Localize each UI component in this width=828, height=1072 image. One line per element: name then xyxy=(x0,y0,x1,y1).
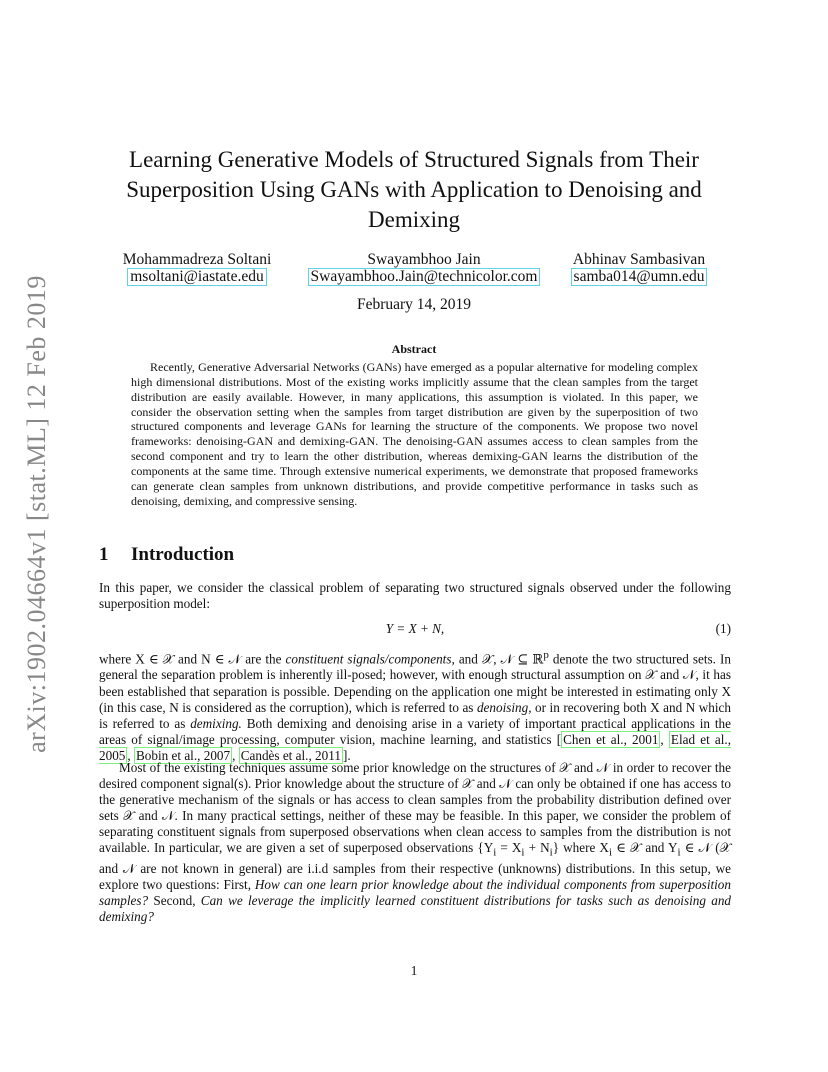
author-name: Mohammadreza Soltani xyxy=(122,251,272,268)
section-heading xyxy=(99,544,234,566)
author-email-link[interactable]: Swayambhoo.Jain@technicolor.com xyxy=(308,268,541,286)
citation-link[interactable]: Elad et al., 2005 xyxy=(99,731,731,763)
intro-paragraph-1: In this paper, we consider the classical problem of separating two structured signals observed under the following superposition model: xyxy=(99,580,731,612)
abstract-heading: Abstract xyxy=(391,342,437,356)
equation-number: (1) xyxy=(715,621,731,636)
section-number: 1 xyxy=(99,544,109,565)
author-block xyxy=(560,251,718,286)
author-name: Swayambhoo Jain xyxy=(367,251,481,268)
equation-body: Y = X + N, xyxy=(385,621,445,636)
paper-date: February 14, 2019 xyxy=(356,296,472,313)
author-block xyxy=(112,251,282,286)
arxiv-identifier-stamp: arXiv:1902.04664v1 [stat.ML] 12 Feb 2019 xyxy=(22,275,51,753)
paper-title: Learning Generative Models of Structured Signals from Their Superposition Using GANs with Application to Denoising and Demixing xyxy=(126,147,702,232)
page-number: 1 xyxy=(410,963,418,978)
equation-1 xyxy=(99,621,731,639)
section-title: Introduction xyxy=(131,544,235,565)
intro-paragraph-3: Most of the existing techniques assume some prior knowledge on the structures of 𝒳 and 𝒩 in order to recover the desired component signal(s). Prior knowledge about the structure of 𝒳 and 𝒩 can only be obtained if one has access to the generative mechanism of the signals or has access to clean samples from the probability distribution defined over sets 𝒳 and 𝒩. In many practical settings, neither of these may be feasible. In this paper, we consider the problem of separating constituent signals from superposed observations when clean access to samples from the distribution is not available. In particular, we are given a set of superposed observations $\{Y_i = X_i + N_i\}$ where $X_i$ ∈ 𝒳 and $Y_i$ ∈ 𝒩 (𝒳 and 𝒩 are not known in general) are i.i.d samples from their respective (unknowns) distributions. In this setup, we explore two questions: First, How can one learn prior knowledge about the individual components from superposition samples? Second, Can we leverage the implicitly learned constituent distributions for tasks such as denoising and demixing? xyxy=(99,760,732,925)
citation-link[interactable]: Bobin et al., 2007 xyxy=(135,747,231,763)
citation-link[interactable]: Candès et al., 2011 xyxy=(240,747,341,763)
citation-link[interactable]: Chen et al., 2001 xyxy=(563,731,659,747)
author-email-link[interactable]: msoltani@iastate.edu xyxy=(127,268,267,286)
author-name: Abhinav Sambasivan xyxy=(572,251,706,268)
intro-paragraph-2: where X ∈ 𝒳 and N ∈ 𝒩 are the constituent signals/components, and 𝒳, 𝒩 ⊆ ℝ$^p$ denote the two structured sets. In general the separation problem is inherently ill-posed; however, with enough structural assumption on 𝒳 and 𝒩, it has been established that separation is possible. Depending on the application one might be interested in estimating only X (in this case, N is considered as the corruption), which is referred to as denoising, or in recovering both X and N which is referred to as demixing. Both demixing and denoising arise in a variety of important practical applications in the areas of signal/image processing, computer vision, machine learning, and statistics [ Chen et al., 2001 , Elad et al., 2005 , Bobin et al., 2007 , Candès et al., 2011 ]. xyxy=(99,649,731,763)
abstract-text: Recently, Generative Adversarial Networks (GANs) have emerged as a popular alternative for modeling complex high dimensional distributions. Most of the existing works implicitly assume that the clean samples from the target distribution are easily available. However, in many applications, this assumption is violated. In this paper, we consider the observation setting when the samples from target distribution are given by the superposition of two structured components and leverage GANs for learning the structure of the components. We propose two novel frameworks: denoising-GAN and demixing-GAN. The denoising-GAN assumes access to clean samples from the second component and try to learn the other distribution, whereas demixing-GAN learns the distribution of the components at the same time. Through extensive numerical experiments, we demonstrate that proposed frameworks can generate clean samples from unknown distributions, and provide competitive performance in tasks such as denoising, demixing, and compressive sensing. xyxy=(131,360,698,508)
author-email-link[interactable]: samba014@umn.edu xyxy=(571,268,708,286)
author-block xyxy=(296,251,552,286)
